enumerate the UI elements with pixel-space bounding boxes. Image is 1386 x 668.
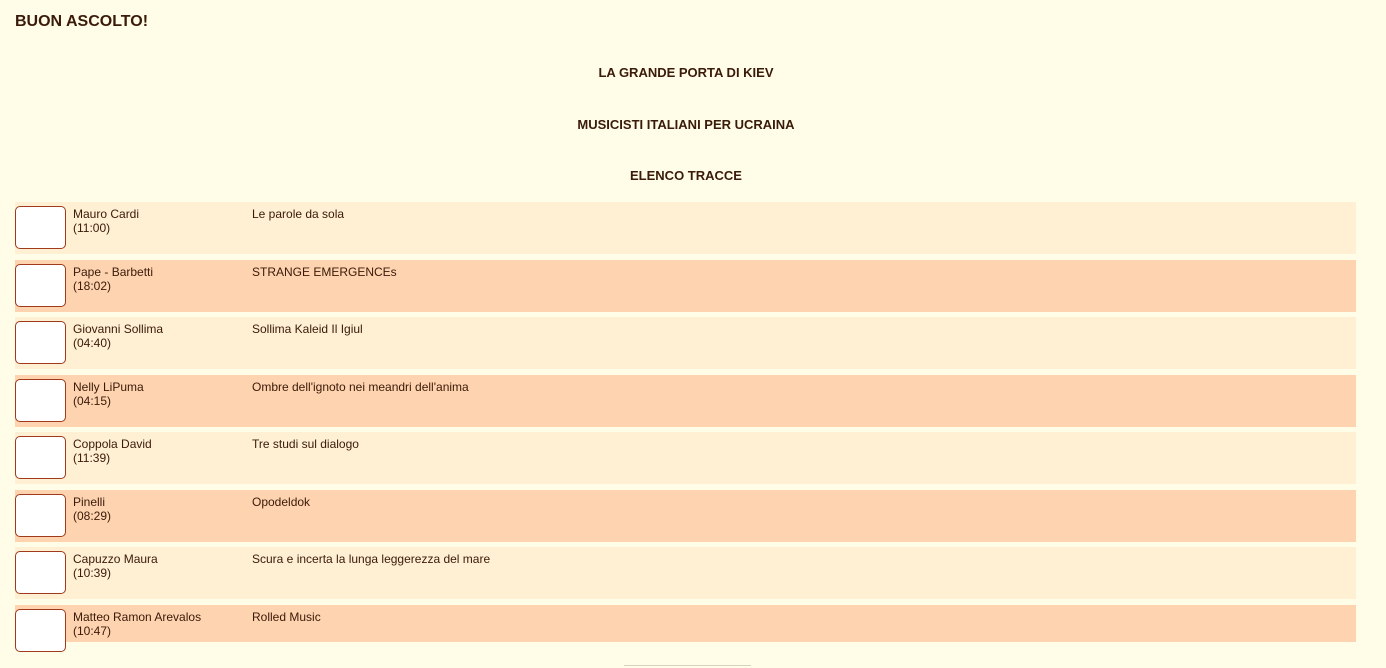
track-artist (73, 380, 144, 408)
track-list (15, 202, 1356, 642)
track-row (15, 260, 1356, 312)
track-row (15, 605, 1356, 642)
track-title: Sollima Kaleid Il Igiul (252, 322, 363, 336)
track-duration: (18:02) (73, 278, 112, 293)
album-title: LA GRANDE PORTA DI KIEV (598, 65, 774, 80)
artist-name: Capuzzo Maura (73, 552, 158, 566)
track-title: Le parole da sola (252, 207, 345, 221)
track-artist (73, 610, 201, 638)
play-button[interactable] (15, 321, 66, 364)
artist-name: Giovanni Sollima (73, 322, 164, 336)
track-title: Opodeldok (252, 494, 311, 509)
track-title: Rolled Music (252, 609, 321, 624)
artist-name: Mauro Cardi (73, 207, 140, 221)
track-duration: (10:47) (73, 623, 112, 638)
track-artist (73, 322, 163, 350)
track-row (15, 432, 1356, 484)
artist-name: Pape - Barbetti (73, 264, 154, 279)
artist-name: Pinelli (73, 494, 106, 509)
track-duration: (08:29) (73, 508, 112, 523)
track-title: Scura e incerta la lunga leggerezza del mare (252, 552, 491, 566)
track-title: Ombre dell'ignoto nei meandri dell'anima (252, 379, 469, 394)
play-button[interactable] (15, 206, 66, 249)
artist-name: Nelly LiPuma (73, 379, 144, 394)
track-row (15, 547, 1356, 599)
track-title: STRANGE EMERGENCEs (252, 264, 397, 279)
play-button[interactable] (15, 379, 66, 422)
play-button[interactable] (15, 264, 66, 307)
track-duration: (11:00) (73, 221, 111, 235)
track-duration: (11:39) (73, 451, 111, 465)
play-button[interactable] (15, 494, 66, 537)
play-button[interactable] (15, 609, 66, 652)
play-button[interactable] (15, 436, 66, 479)
track-row (15, 317, 1356, 369)
track-duration: (04:40) (73, 336, 112, 350)
artist-name: Coppola David (73, 437, 152, 451)
track-duration: (04:15) (73, 393, 112, 408)
track-title: Tre studi sul dialogo (252, 437, 359, 451)
track-row (15, 375, 1356, 427)
track-artist (73, 207, 139, 235)
album-subtitle: MUSICISTI ITALIANI PER UCRAINA (577, 117, 795, 132)
artist-name: Matteo Ramon Arevalos (73, 609, 202, 624)
track-list-heading: ELENCO TRACCE (630, 168, 742, 183)
track-artist (73, 437, 152, 465)
track-artist (73, 495, 111, 523)
track-artist (73, 265, 153, 293)
page-heading: BUON ASCOLTO! (15, 13, 149, 30)
play-button[interactable] (15, 551, 66, 594)
track-duration: (10:39) (73, 566, 112, 580)
track-row (15, 202, 1356, 254)
track-artist (73, 552, 158, 580)
track-row (15, 490, 1356, 542)
